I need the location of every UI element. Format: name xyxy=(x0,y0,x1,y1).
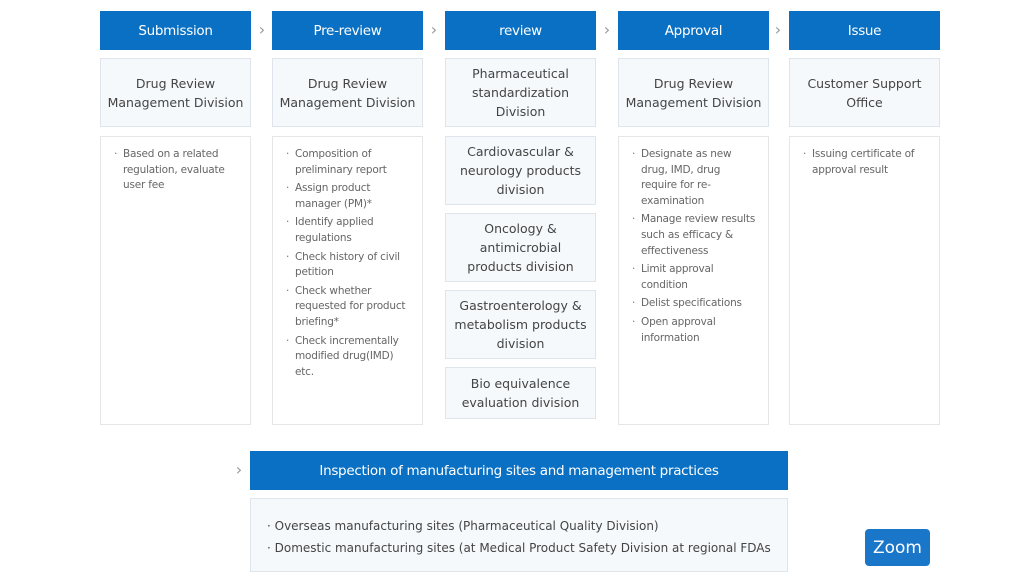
stage-header: Approval xyxy=(618,11,769,50)
subdivision-box: Cardiovascular & neurology products division xyxy=(445,136,596,205)
detail-box xyxy=(618,136,769,425)
detail-box xyxy=(100,136,251,425)
detail-item: · Check whether requested for product briefing* xyxy=(287,284,412,331)
division-box: Pharmaceutical standardization Division xyxy=(445,58,596,127)
detail-item: · Identify applied regulations xyxy=(287,215,412,246)
detail-item: · Delist specifications xyxy=(633,296,758,312)
division-box: Drug Review Management Division xyxy=(272,58,423,127)
inspection-box xyxy=(250,498,788,572)
inspection-item: · Overseas manufacturing sites (Pharmaceutical Quality Division) xyxy=(267,519,659,533)
detail-item: · Composition of preliminary report xyxy=(287,147,412,178)
stage-header: Issue xyxy=(789,11,940,50)
detail-item: · Based on a related regulation, evaluate user fee xyxy=(115,147,240,194)
inspection-item: · Domestic manufacturing sites (at Medical Product Safety Division at regional FDAs xyxy=(267,541,771,555)
subdivision-box: Bio equivalence evaluation division xyxy=(445,367,596,419)
stage-approval xyxy=(618,11,769,425)
detail-item: · Issuing certificate of approval result xyxy=(804,147,929,178)
arrow-right-icon: › xyxy=(430,20,438,39)
detail-item: · Limit approval condition xyxy=(633,262,758,293)
stage-pre-review xyxy=(272,11,423,425)
subdivision-box: Gastroenterology & metabolism products division xyxy=(445,290,596,359)
detail-box xyxy=(272,136,423,425)
division-box: Drug Review Management Division xyxy=(618,58,769,127)
stage-submission xyxy=(100,11,251,425)
inspection-header: Inspection of manufacturing sites and management practices xyxy=(250,451,788,490)
stage-header: review xyxy=(445,11,596,50)
arrow-right-icon: › xyxy=(258,20,266,39)
stage-header: Pre-review xyxy=(272,11,423,50)
detail-item: · Designate as new drug, IMD, drug require for re-examination xyxy=(633,147,758,209)
subdivision-box: Oncology & antimicrobial products division xyxy=(445,213,596,282)
detail-item: · Open approval information xyxy=(633,315,758,346)
detail-box xyxy=(789,136,940,425)
detail-item: · Check incrementally modified drug(IMD) etc. xyxy=(287,334,412,381)
stage-header: Submission xyxy=(100,11,251,50)
arrow-right-icon: › xyxy=(774,20,782,39)
stage-issue xyxy=(789,11,940,425)
division-box: Drug Review Management Division xyxy=(100,58,251,127)
arrow-right-icon: › xyxy=(603,20,611,39)
inspection-section xyxy=(250,451,788,572)
arrow-right-icon: › xyxy=(235,460,243,479)
detail-item: · Manage review results such as efficacy & effectiveness xyxy=(633,212,758,259)
detail-item: · Assign product manager (PM)* xyxy=(287,181,412,212)
division-box: Customer Support Office xyxy=(789,58,940,127)
zoom-button[interactable]: Zoom xyxy=(865,529,930,566)
detail-item: · Check history of civil petition xyxy=(287,250,412,281)
stage-review xyxy=(445,11,596,419)
